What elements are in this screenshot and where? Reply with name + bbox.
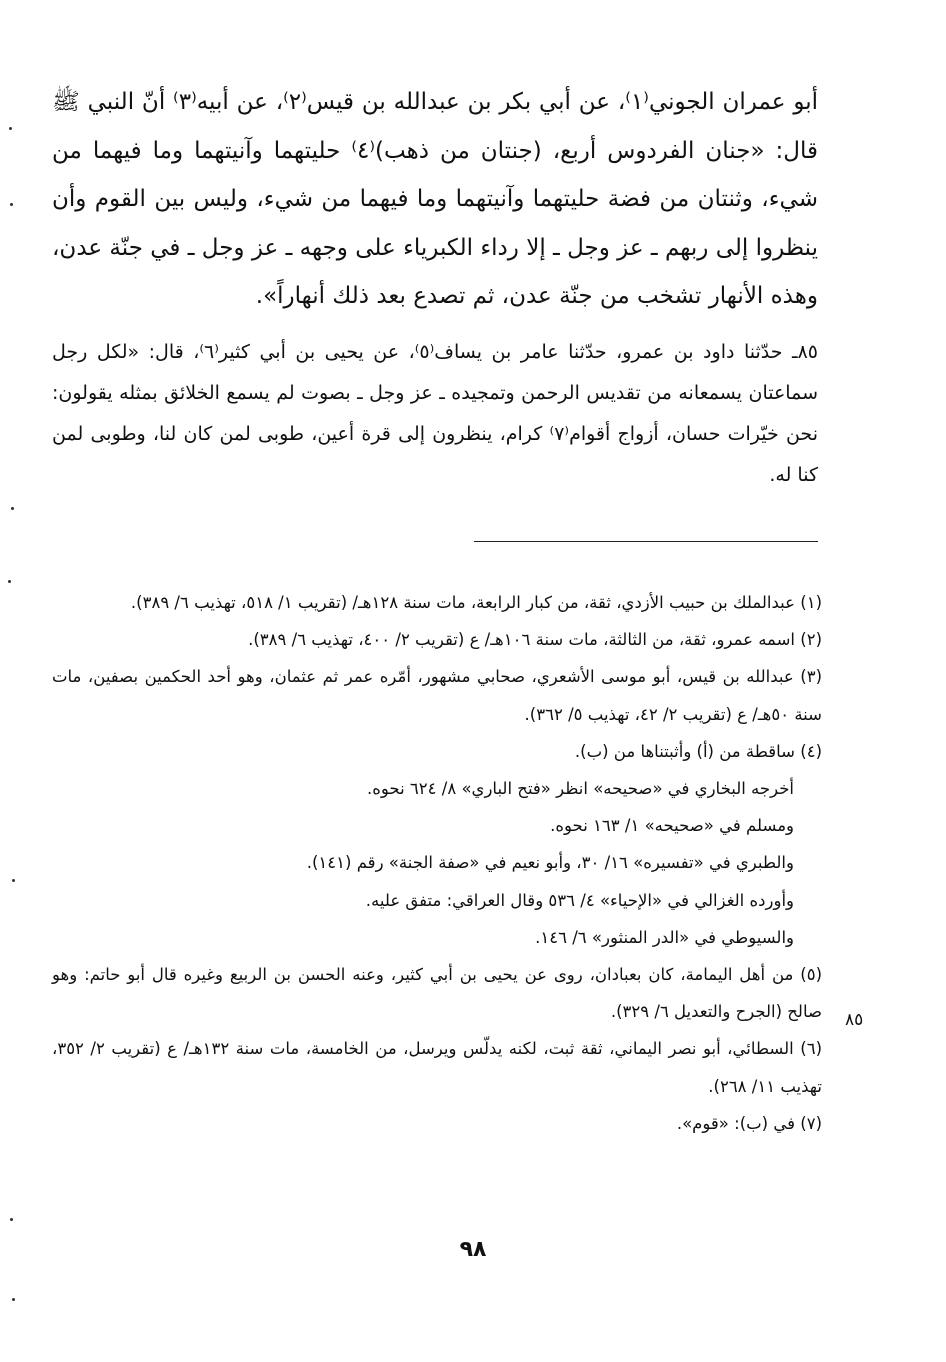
footnote-2: (٢) اسمه عمرو، ثقة، من الثالثة، مات سنة ١٠٦هـ/ ع (تقريب ٢/ ٤٠٠، تهذيب ٦/ ٣٨٩). [248, 630, 822, 650]
footnote-3: (٣) عبدالله بن قيس، أبو موسى الأشعري، صحابي مشهور، أمّره عمر ثم عثمان، وهو أحد الحكمين بصفين، مات سنة ٥٠هـ/ ع (تقريب ٢/ ٤٢، تهذيب ٥/ ٣٦٢). [52, 667, 822, 724]
footnote-6: (٦) السطائي، أبو نصر اليماني، ثقة ثبت، لكنه يدلّس ويرسل، من الخامسة، مات سنة ١٣٢هـ/ ع (تقريب ٢/ ٣٥٢، تهذيب ١١/ ٢٦٨). [52, 1039, 823, 1096]
scan-speck [9, 127, 12, 130]
footnote-7: (٧) في (ب): «قوم». [676, 1113, 822, 1133]
footnote-5: (٥) من أهل اليمامة، كان بعبادان، روى عن يحيى بن أبي كثير، وعنه الحسن بن الربيع وغيره قال أبو حاتم: وهو صالح (الجرح والتعديل ٦/ ٣٢٩). [52, 965, 822, 1022]
footnote-separator [474, 541, 818, 542]
footnotes-section [52, 584, 822, 1142]
scan-speck [12, 1298, 15, 1301]
takhrij-line-4: وأورده الغزالي في «الإحياء» ٤/ ٥٣٦ وقال العراقي: متفق عليه. [365, 890, 794, 910]
scan-speck [8, 580, 11, 583]
page-number: ٩٨ [459, 1237, 487, 1262]
footnote-4: (٤) ساقطة من (أ) وأثبتناها من (ب). [574, 741, 822, 761]
scan-speck [10, 1218, 13, 1221]
main-paragraph: أبو عمران الجوني⁽١⁾، عن أبي بكر بن عبدالله بن قيس⁽٢⁾، عن أبيه⁽٣⁾ أنّ النبي ﷺ قال: «جنان الفردوس أربع، (جنتان من ذهب)⁽٤⁾ حليتهما وآنيتهما وما فيهما من شيء، وثنتان من فضة حليتهما وآنيتهما وما فيهما من شيء، وليس بين القوم وأن ينظروا إلى ربهم ـ عز وجل ـ إلا رداء الكبرياء على وجهه ـ عز وجل ـ في جنّة عدن، وهذه الأنهار تشخب من جنّة عدن، ثم تصدع بعد ذلك أنهاراً». [52, 89, 819, 309]
takhrij-line-5: والسيوطي في «الدر المنثور» ٦/ ١٤٦. [535, 927, 794, 947]
margin-hadith-number: ٨٥ [845, 1010, 864, 1030]
footnote-1: (١) عبدالملك بن حبيب الأزدي، ثقة، من كبار الرابعة، مات سنة ١٢٨هـ/ (تقريب ١/ ٥١٨، تهذيب ٦/ ٣٨٩). [130, 593, 822, 612]
scan-speck [11, 507, 14, 510]
takhrij-line-2: ومسلم في «صحيحه» ١/ ١٦٣ نحوه. [550, 816, 794, 836]
takhrij-line-3: والطبري في «تفسيره» ١٦/ ٣٠، وأبو نعيم في «صفة الجنة» رقم (١٤١). [306, 853, 794, 873]
hadith-85-paragraph: ٨٥ـ حدّثنا داود بن عمرو، حدّثنا عامر بن يساف⁽٥⁾، عن يحيى بن أبي كثير⁽٦⁾، قال: «لكل رجل سماعتان يسمعانه من تقديس الرحمن وتمجيده ـ عز وجل ـ بصوت لم يسمع الخلائق بمثله يقولون: نحن خيّرات حسان، أزواج أقوام⁽٧⁾ كرام، ينظرون إلى قرة أعين، طوبى لمن كان لنا، وطوبى لمن كنا له. [52, 341, 818, 486]
takhrij-line-1: أخرجه البخاري في «صحيحه» انظر «فتح الباري» ٨/ ٦٢٤ نحوه. [367, 779, 794, 799]
scan-speck [12, 879, 15, 882]
scan-speck [10, 203, 13, 206]
